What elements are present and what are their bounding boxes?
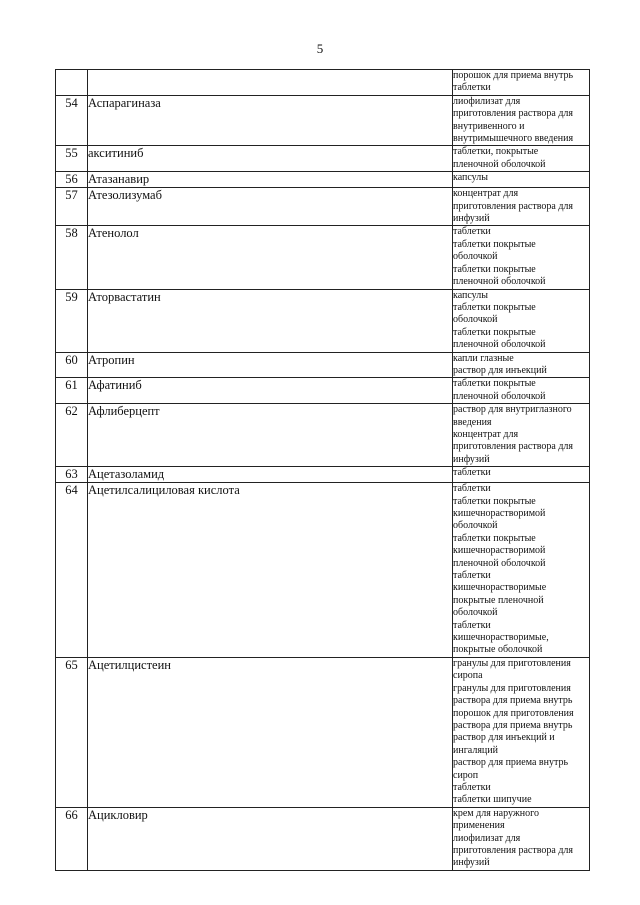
dosage-form-line: таблетки	[453, 82, 491, 94]
dosage-forms	[453, 289, 590, 352]
dosage-form-line: таблетки, покрытые	[453, 146, 539, 158]
dosage-form-line: таблетки	[453, 226, 491, 238]
table-row	[56, 70, 590, 96]
dosage-form-line: инфузий	[453, 453, 490, 465]
dosage-form-line: оболочкой	[453, 251, 498, 263]
drug-table	[55, 69, 590, 871]
table-row	[56, 172, 590, 188]
dosage-form-line: концентрат для	[453, 428, 519, 440]
dosage-form-line: ингаляций	[453, 744, 498, 756]
drug-name: акситиниб	[88, 146, 453, 172]
drug-name: Афатиниб	[88, 378, 453, 404]
dosage-form-line: применения	[453, 820, 505, 832]
dosage-form-line: раствор для приема внутрь	[453, 757, 569, 769]
dosage-form-line: капсулы	[453, 172, 488, 184]
dosage-form-line: лиофилизат для	[453, 95, 521, 107]
dosage-form-line: таблетки	[453, 467, 491, 479]
dosage-form-line: раствора для приема внутрь	[453, 695, 573, 707]
dosage-form-line: таблетки покрытые	[453, 378, 536, 390]
dosage-form-line: раствора для приема внутрь	[453, 719, 573, 731]
dosage-forms	[453, 467, 590, 483]
dosage-forms	[453, 226, 590, 289]
dosage-form-line: пленочной оболочкой	[453, 390, 546, 402]
row-number: 62	[56, 404, 88, 467]
dosage-form-line: кишечнорастворимые	[453, 582, 547, 594]
row-number: 56	[56, 172, 88, 188]
drug-name: Атропин	[88, 352, 453, 378]
dosage-form-line: оболочкой	[453, 314, 498, 326]
dosage-form-line: приготовления раствора для	[453, 108, 573, 120]
table-row	[56, 352, 590, 378]
dosage-forms	[453, 70, 590, 96]
dosage-form-line: пленочной оболочкой	[453, 158, 546, 170]
dosage-forms	[453, 483, 590, 658]
dosage-form-line: лиофилизат для	[453, 832, 521, 844]
dosage-forms	[453, 404, 590, 467]
dosage-form-line: капсулы	[453, 289, 488, 301]
row-number: 63	[56, 467, 88, 483]
dosage-form-line: таблетки	[453, 781, 491, 793]
table-row	[56, 226, 590, 289]
dosage-form-line: инфузий	[453, 857, 490, 869]
dosage-form-line: таблетки покрытые	[453, 532, 536, 544]
table-row	[56, 657, 590, 807]
dosage-forms	[453, 146, 590, 172]
row-number: 64	[56, 483, 88, 658]
dosage-forms	[453, 188, 590, 226]
row-number: 66	[56, 807, 88, 870]
drug-name: Ацетилсалициловая кислота	[88, 483, 453, 658]
dosage-form-line: покрытые пленочной	[453, 594, 544, 606]
page-number: 5	[316, 41, 324, 56]
dosage-forms	[453, 172, 590, 188]
row-number: 58	[56, 226, 88, 289]
dosage-form-line: таблетки покрытые	[453, 301, 536, 313]
dosage-form-line: кишечнорастворимой	[453, 508, 546, 519]
drug-name: Афлиберцепт	[88, 404, 453, 467]
dosage-forms	[453, 352, 590, 378]
row-number: 59	[56, 289, 88, 352]
dosage-form-line: приготовления раствора для	[453, 441, 573, 453]
dosage-form-line: приготовления раствора для	[453, 200, 573, 212]
dosage-form-line: капли глазные	[453, 352, 514, 364]
dosage-form-line: раствор для инъекций	[453, 364, 547, 376]
dosage-form-line: таблетки	[453, 570, 491, 582]
dosage-form-line: инфузий	[453, 213, 490, 225]
row-number	[56, 70, 88, 96]
dosage-forms	[453, 807, 590, 870]
dosage-form-line: пленочной оболочкой	[453, 557, 546, 569]
drug-name: Аторвастатин	[88, 289, 453, 352]
dosage-form-line: внутривенного и	[453, 120, 525, 132]
drug-name: Атенолол	[88, 226, 453, 289]
dosage-form-line: покрытые оболочкой	[453, 644, 543, 656]
table-row	[56, 467, 590, 483]
row-number: 55	[56, 146, 88, 172]
dosage-form-line: оболочкой	[453, 607, 498, 619]
row-number: 61	[56, 378, 88, 404]
dosage-form-line: таблетки покрытые	[453, 238, 536, 250]
row-number: 65	[56, 657, 88, 807]
dosage-form-line: гранулы для приготовления	[453, 682, 571, 694]
table-row	[56, 146, 590, 172]
dosage-form-line: кишечнорастворимой	[453, 545, 546, 557]
dosage-forms	[453, 95, 590, 146]
dosage-form-line: сиропа	[453, 670, 483, 682]
drug-name: Ацетазоламид	[88, 467, 453, 483]
table-body	[56, 70, 590, 871]
dosage-form-line: гранулы для приготовления	[453, 657, 571, 669]
drug-name	[88, 70, 453, 96]
dosage-form-line: внутримышечного введения	[453, 133, 574, 145]
dosage-form-line: таблетки шипучие	[453, 794, 532, 806]
dosage-form-line: крем для наружного	[453, 807, 539, 819]
table-row	[56, 404, 590, 467]
dosage-forms	[453, 657, 590, 807]
table-row	[56, 483, 590, 658]
table-row	[56, 188, 590, 226]
table-row	[56, 95, 590, 146]
dosage-form-line: пленочной оболочкой	[453, 276, 546, 288]
dosage-forms	[453, 378, 590, 404]
dosage-form-line: порошок для приготовления	[453, 707, 574, 719]
dosage-form-line: таблетки	[453, 483, 491, 495]
dosage-form-line: раствор для инъекций и	[453, 732, 555, 744]
dosage-form-line: сироп	[453, 769, 479, 781]
drug-name: Атазанавир	[88, 172, 453, 188]
dosage-form-line: пленочной оболочкой	[453, 339, 546, 351]
dosage-form-line: раствор для внутриглазного	[453, 404, 572, 416]
drug-name: Атезолизумаб	[88, 188, 453, 226]
table-row	[56, 378, 590, 404]
dosage-form-line: введения	[453, 416, 492, 428]
dosage-form-line: оболочкой	[453, 520, 498, 532]
dosage-form-line: таблетки покрытые	[453, 326, 536, 338]
dosage-form-line: таблетки покрытые	[453, 495, 536, 507]
dosage-form-line: таблетки	[453, 619, 491, 631]
row-number: 60	[56, 352, 88, 378]
table-row	[56, 807, 590, 870]
table-row	[56, 289, 590, 352]
dosage-form-line: приготовления раствора для	[453, 844, 573, 856]
drug-name: Аспарагиназа	[88, 95, 453, 146]
dosage-form-line: концентрат для	[453, 188, 519, 200]
row-number: 54	[56, 95, 88, 146]
drug-name: Ацикловир	[88, 807, 453, 870]
dosage-form-line: кишечнорастворимые,	[453, 632, 549, 644]
drug-name: Ацетилцистеин	[88, 657, 453, 807]
dosage-form-line: порошок для приема внутрь	[453, 70, 574, 81]
row-number: 57	[56, 188, 88, 226]
dosage-form-line: таблетки покрытые	[453, 263, 536, 275]
